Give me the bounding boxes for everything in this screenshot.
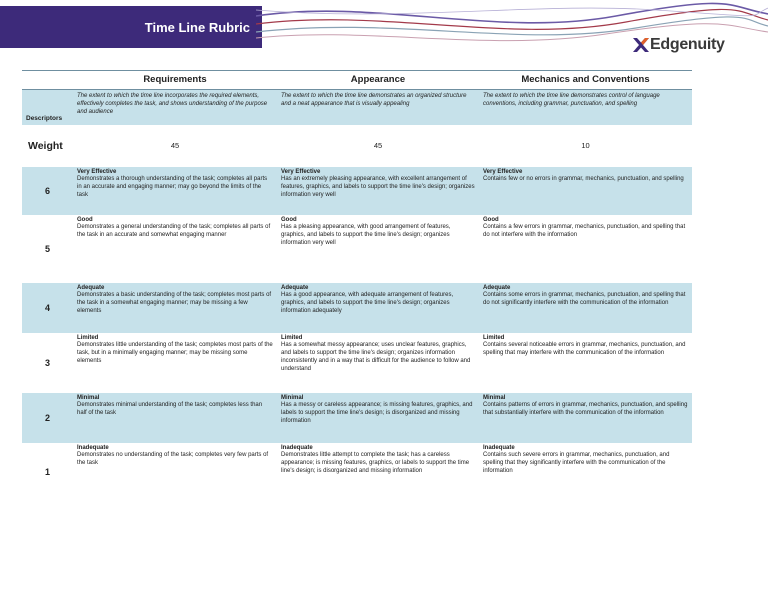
- criterion-cell: [479, 443, 692, 501]
- criterion-cell: [277, 283, 479, 333]
- level-title: Inadequate: [77, 444, 109, 451]
- descriptor-mechanics: The extent to which the time line demonstrates control of language conventions, including grammar, punctuation, and spelling: [479, 90, 692, 125]
- weight-appearance: 45: [373, 141, 383, 150]
- weight-mechanics: 10: [581, 141, 590, 150]
- score-row-5: [22, 215, 692, 283]
- level-text: Demonstrates no understanding of the task; completes very few parts of the task: [77, 452, 269, 467]
- criterion-cell: [73, 167, 277, 215]
- level-title: Inadequate: [483, 444, 515, 451]
- level-title: Very Effective: [77, 168, 117, 175]
- edgenuity-x-icon: [632, 37, 650, 53]
- level-title: Good: [281, 216, 297, 223]
- level-text: Demonstrates a basic understanding of the task; completes most parts of the task in a somewhat engaging manner; may be missing a few elements: [77, 292, 272, 314]
- level-text: Has a somewhat messy appearance; uses unclear features, graphics, and labels to support the time line's design; organizes information inconsistently and in a way that is difficult for the audience to follow and understand: [281, 342, 471, 372]
- criterion-cell: [479, 167, 692, 215]
- weight-label: Weight: [28, 139, 63, 152]
- criterion-cell: [479, 333, 692, 393]
- criterion-cell: [277, 393, 479, 443]
- level-title: Limited: [483, 334, 505, 341]
- criterion-cell: [479, 283, 692, 333]
- level-text: Contains such severe errors in grammar, mechanics, punctuation, and spelling that they significantly interfere with the communication of the information: [483, 452, 670, 474]
- level-title: Adequate: [483, 284, 511, 291]
- column-header-mechanics: Mechanics and Conventions: [479, 71, 692, 90]
- score-row-2: [22, 393, 692, 443]
- descriptors-row: [22, 90, 692, 125]
- level-text: Demonstrates little attempt to complete the task; has a careless appearance; is missing features, graphics, or labels to support the time line's design; is disorganized and missing information: [281, 452, 470, 474]
- level-text: Contains patterns of errors in grammar, mechanics, punctuation, and spelling that substantially interfere with the communication of the information: [483, 402, 688, 417]
- level-title: Adequate: [281, 284, 309, 291]
- score-row-6: [22, 167, 692, 215]
- level-title: Minimal: [483, 394, 506, 401]
- level-text: Contains some errors in grammar, mechanics, punctuation, and spelling that do not significantly interfere with the communication of the information: [483, 292, 686, 307]
- weight-row: [22, 125, 692, 167]
- level-title: Limited: [77, 334, 99, 341]
- level-text: Contains few or no errors in grammar, mechanics, punctuation, and spelling: [483, 176, 684, 183]
- level-text: Demonstrates little understanding of the task; completes most parts of the task, but in a minimally engaging manner; may be missing some elements: [77, 342, 273, 364]
- score-label: 2: [22, 393, 73, 443]
- level-title: Inadequate: [281, 444, 313, 451]
- score-row-4: [22, 283, 692, 333]
- level-text: Has a good appearance, with adequate arrangement of features, graphics, and labels to support the time line's design; organizes information adequately: [281, 292, 454, 314]
- header-row: [22, 71, 692, 90]
- level-text: Demonstrates a thorough understanding of the task; completes all parts in an accurate and engaging manner; may go beyond the limits of the task: [77, 176, 268, 198]
- level-text: Contains a few errors in grammar, mechanics, punctuation, and spelling that do not interfere with the information: [483, 224, 686, 239]
- criterion-cell: [73, 283, 277, 333]
- score-label: 6: [22, 167, 73, 215]
- score-label: 3: [44, 357, 50, 368]
- level-text: Demonstrates minimal understanding of the task; completes less than half of the task: [77, 402, 263, 417]
- score-row-1: [22, 443, 692, 501]
- score-row-3: [22, 333, 692, 393]
- page-title: Time Line Rubric: [144, 19, 250, 35]
- header-blank: [22, 71, 73, 90]
- level-title: Very Effective: [483, 168, 523, 175]
- level-text: Contains several noticeable errors in grammar, mechanics, punctuation, and spelling that may interfere with the communication of the information: [483, 342, 686, 357]
- criterion-cell: [277, 167, 479, 215]
- score-label: 5: [44, 243, 50, 254]
- criterion-cell: [277, 333, 479, 393]
- criterion-cell: [73, 333, 277, 393]
- criterion-cell: [277, 443, 479, 501]
- level-text: Has an extremely pleasing appearance, with excellent arrangement of features, graphics, and labels to support the time line's design; organizes information very well: [281, 176, 475, 198]
- level-title: Adequate: [77, 284, 105, 291]
- level-text: Demonstrates a general understanding of the task; completes all parts of the task in an accurate and somewhat engaging manner: [77, 224, 271, 239]
- criterion-cell: [73, 393, 277, 443]
- criterion-cell: [479, 393, 692, 443]
- brand-name: Edgenuity: [650, 36, 725, 53]
- criterion-cell: [277, 215, 479, 283]
- level-title: Minimal: [281, 394, 304, 401]
- score-label: 4: [22, 283, 73, 333]
- column-header-requirements: Requirements: [73, 71, 277, 90]
- level-text: Has a messy or careless appearance; is missing features, graphics, and labels to support the time line's design; is disorganized and missing information: [281, 402, 473, 424]
- level-text: Has a pleasing appearance, with good arrangement of features, graphics, and labels to support the time line's design; organizes information very well: [281, 224, 451, 246]
- rubric-table: [22, 70, 692, 501]
- level-title: Good: [77, 216, 93, 223]
- level-title: Good: [483, 216, 499, 223]
- column-header-appearance: Appearance: [277, 71, 479, 90]
- descriptor-appearance: The extent to which the time line demonstrates an organized structure and a neat appearance that is visually appealing: [277, 90, 479, 125]
- title-banner: [0, 6, 262, 48]
- weight-requirements: 45: [170, 141, 180, 150]
- brand-logo: [632, 36, 725, 54]
- descriptor-requirements: The extent to which the time line incorporates the required elements, effectively completes the task, and shows understanding of the purpose and audience: [73, 90, 277, 125]
- criterion-cell: [479, 215, 692, 283]
- criterion-cell: [73, 443, 277, 501]
- level-title: Limited: [281, 334, 303, 341]
- score-label: 1: [44, 466, 50, 477]
- level-title: Minimal: [77, 394, 100, 401]
- criterion-cell: [73, 215, 277, 283]
- descriptors-label: Descriptors: [22, 90, 73, 125]
- level-title: Very Effective: [281, 168, 321, 175]
